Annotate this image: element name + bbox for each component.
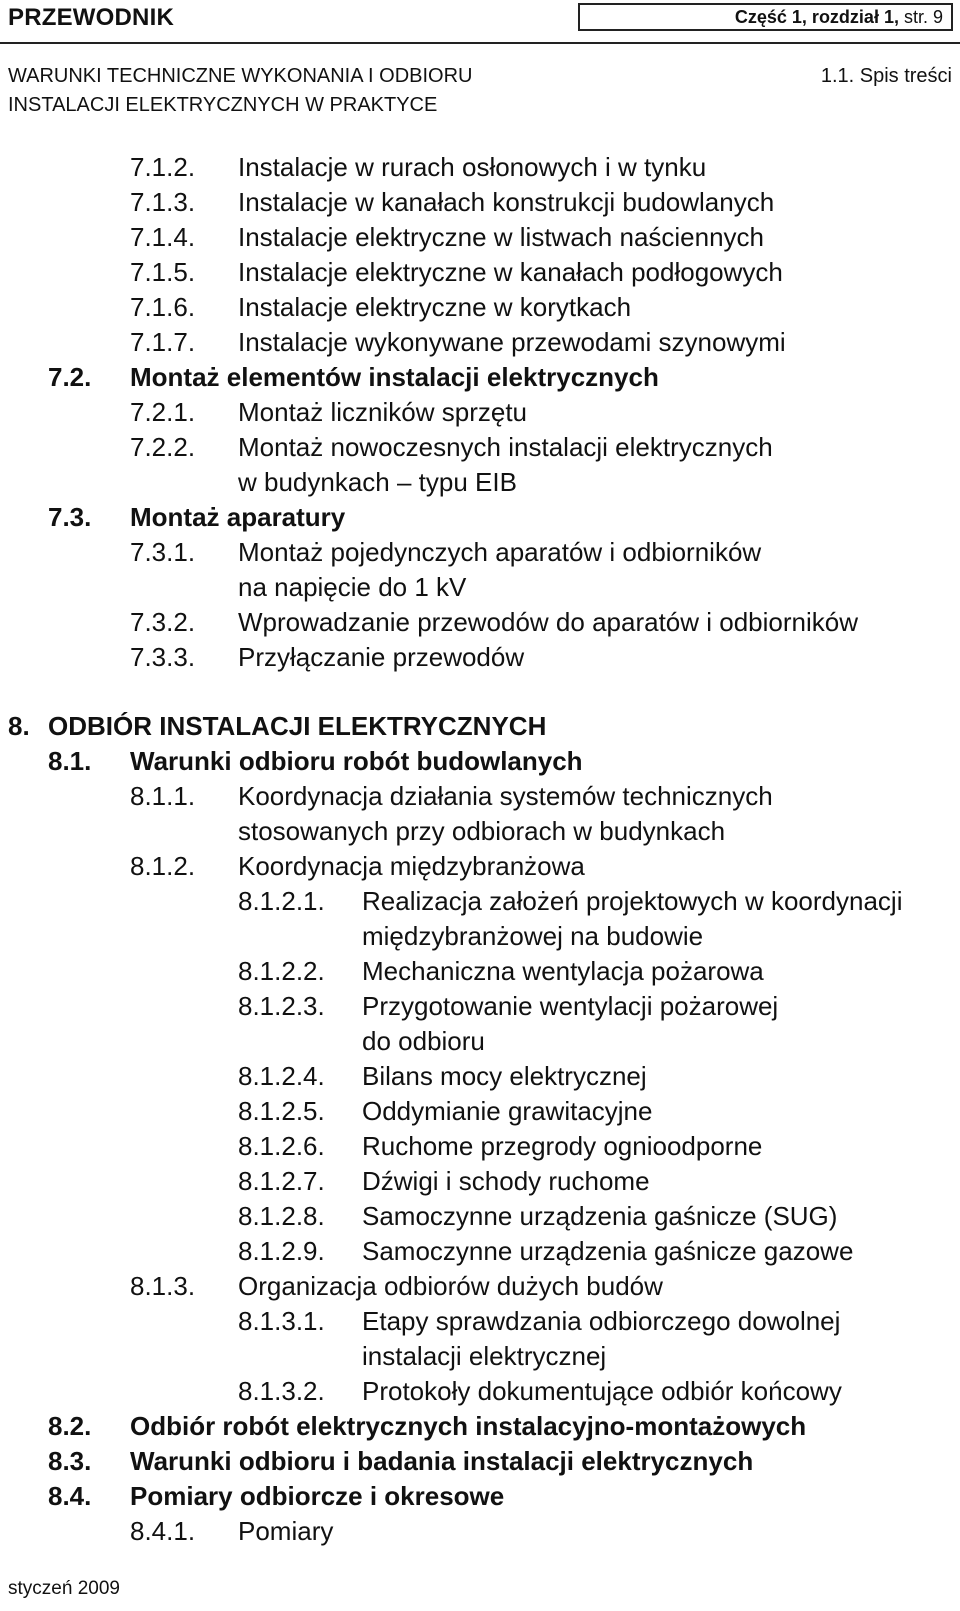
toc-entry-number: 8.	[8, 711, 30, 741]
toc-entry	[0, 1129, 960, 1164]
toc-entry-number: 7.1.4.	[130, 222, 196, 252]
table-of-contents	[0, 150, 960, 1549]
toc-entry-title: Przygotowanie wentylacji pożarowej	[362, 991, 779, 1021]
toc-entry	[0, 1269, 960, 1304]
toc-entry-number: 7.1.6.	[130, 292, 196, 322]
toc-entry	[0, 1164, 960, 1199]
toc-entry-number: 8.3.	[48, 1446, 92, 1476]
toc-entry	[0, 989, 960, 1024]
toc-entry-title: Organizacja odbiorów dużych budów	[238, 1271, 663, 1301]
toc-entry	[0, 500, 960, 535]
toc-entry	[0, 1444, 960, 1479]
toc-entry-title: Warunki odbioru i badania instalacji elektrycznych	[130, 1446, 754, 1476]
toc-entry-number: 8.1.	[48, 746, 92, 776]
toc-entry-continuation	[0, 1024, 960, 1059]
toc-entry-number: 8.1.2.4.	[238, 1061, 325, 1091]
toc-entry-title: Wprowadzanie przewodów do aparatów i odbiorników	[238, 607, 859, 637]
toc-entry-number: 7.3.	[48, 502, 92, 532]
toc-entry-number: 8.1.2.9.	[238, 1236, 325, 1266]
toc-entry-number: 7.2.	[48, 362, 92, 392]
toc-entry-title: w budynkach – typu EIB	[238, 467, 517, 497]
toc-entry-title: Koordynacja działania systemów technicznych	[238, 781, 773, 811]
toc-entry	[0, 1199, 960, 1234]
toc-entry-number: 7.2.1.	[130, 397, 196, 427]
toc-entry	[0, 220, 960, 255]
toc-entry	[0, 1374, 960, 1409]
toc-entry	[0, 1479, 960, 1514]
toc-entry-number: 8.1.2.5.	[238, 1096, 325, 1126]
toc-entry	[0, 395, 960, 430]
toc-entry	[0, 640, 960, 675]
subtitle-line-1: WARUNKI TECHNICZNE WYKONANIA I ODBIORU	[8, 65, 473, 87]
footer-date: styczeń 2009	[8, 1578, 120, 1599]
toc-entry-title: Montaż liczników sprzętu	[238, 397, 527, 427]
toc-entry-number: 7.2.2.	[130, 432, 196, 462]
toc-entry-continuation	[0, 919, 960, 954]
page-number-label: str. 9	[903, 7, 943, 27]
toc-spacer	[0, 675, 960, 709]
toc-entry-title: Samoczynne urządzenia gaśnicze (SUG)	[362, 1201, 838, 1231]
publication-title: PRZEWODNIK	[8, 4, 174, 31]
toc-entry-number: 7.3.1.	[130, 537, 196, 567]
toc-entry-number: 8.4.1.	[130, 1516, 196, 1546]
toc-entry-title: ODBIÓR INSTALACJI ELEKTRYCZNYCH	[48, 711, 547, 741]
toc-entry-title: instalacji elektrycznej	[362, 1341, 607, 1371]
toc-entry-title: Instalacje elektryczne w korytkach	[238, 292, 632, 322]
toc-entry-number: 7.1.3.	[130, 187, 196, 217]
toc-entry	[0, 1304, 960, 1339]
toc-entry-title: Bilans mocy elektrycznej	[362, 1061, 647, 1091]
toc-entry-title: Montaż pojedynczych aparatów i odbiorników	[238, 537, 762, 567]
toc-entry-title: Instalacje w rurach osłonowych i w tynku	[238, 152, 707, 182]
toc-entry-title: do odbioru	[362, 1026, 485, 1056]
toc-entry-title: Koordynacja międzybranżowa	[238, 851, 585, 881]
toc-entry-title: Warunki odbioru robót budowlanych	[130, 746, 583, 776]
toc-entry	[0, 150, 960, 185]
toc-entry-number: 8.1.1.	[130, 781, 196, 811]
toc-entry-number: 8.1.3.1.	[238, 1306, 325, 1336]
toc-entry-title: Montaż elementów instalacji elektrycznych	[130, 362, 659, 392]
toc-entry	[0, 1059, 960, 1094]
toc-entry-number: 8.1.3.2.	[238, 1376, 325, 1406]
toc-entry-title: na napięcie do 1 kV	[238, 572, 467, 602]
toc-entry-number: 8.1.2.	[130, 851, 196, 881]
toc-entry-title: Instalacje elektryczne w listwach naściennych	[238, 222, 765, 252]
toc-entry	[0, 1514, 960, 1549]
toc-entry-title: Przyłączanie przewodów	[238, 642, 525, 672]
toc-entry	[0, 360, 960, 395]
toc-entry-number: 7.3.3.	[130, 642, 196, 672]
toc-entry-title: Dźwigi i schody ruchome	[362, 1166, 650, 1196]
toc-entry-number: 7.1.2.	[130, 152, 196, 182]
toc-entry-number: 8.4.	[48, 1481, 92, 1511]
toc-entry-title: Etapy sprawdzania odbiorczego dowolnej	[362, 1306, 841, 1336]
toc-entry-title: międzybranżowej na budowie	[362, 921, 704, 951]
toc-entry-title: Protokoły dokumentujące odbiór końcowy	[362, 1376, 842, 1406]
toc-entry-title: Instalacje w kanałach konstrukcji budowlanych	[238, 187, 775, 217]
toc-entry	[0, 1094, 960, 1129]
toc-entry	[0, 849, 960, 884]
toc-entry-title: Montaż nowoczesnych instalacji elektrycznych	[238, 432, 773, 462]
toc-entry	[0, 954, 960, 989]
toc-entry-number: 8.2.	[48, 1411, 92, 1441]
toc-entry	[0, 1234, 960, 1269]
toc-entry	[0, 744, 960, 779]
toc-entry	[0, 255, 960, 290]
toc-entry-title: Montaż aparatury	[130, 502, 346, 532]
toc-entry-number: 8.1.2.7.	[238, 1166, 325, 1196]
toc-entry-number: 8.1.2.2.	[238, 956, 325, 986]
toc-entry-continuation	[0, 814, 960, 849]
toc-entry-title: Pomiary odbiorcze i okresowe	[130, 1481, 505, 1511]
part-chapter-page-box	[578, 3, 953, 31]
toc-entry	[0, 535, 960, 570]
toc-entry-title: Pomiary	[238, 1516, 334, 1546]
toc-entry	[0, 325, 960, 360]
toc-entry-title: Odbiór robót elektrycznych instalacyjno-montażowych	[130, 1411, 807, 1441]
subtitle-line-2: INSTALACJI ELEKTRYCZNYCH W PRAKTYCE	[8, 94, 438, 116]
toc-entry	[0, 290, 960, 325]
toc-entry-title: Oddymianie grawitacyjne	[362, 1096, 653, 1126]
toc-entry-title: Samoczynne urządzenia gaśnicze gazowe	[362, 1236, 854, 1266]
toc-entry	[0, 1409, 960, 1444]
toc-entry-title: Instalacje elektryczne w kanałach podłogowych	[238, 257, 783, 287]
header-rule	[0, 42, 960, 44]
toc-entry-number: 8.1.2.8.	[238, 1201, 325, 1231]
toc-entry	[0, 709, 960, 744]
toc-entry	[0, 430, 960, 465]
toc-entry-continuation	[0, 1339, 960, 1374]
toc-entry	[0, 779, 960, 814]
toc-entry-title: Realizacja założeń projektowych w koordynacji	[362, 886, 903, 916]
toc-entry-number: 7.1.7.	[130, 327, 196, 357]
toc-entry-title: stosowanych przy odbiorach w budynkach	[238, 816, 726, 846]
toc-entry-continuation	[0, 465, 960, 500]
toc-entry	[0, 884, 960, 919]
publication-subtitle	[8, 62, 472, 120]
toc-entry-number: 7.3.2.	[130, 607, 196, 637]
toc-entry-number: 8.1.2.1.	[238, 886, 325, 916]
part-chapter-label: Część 1, rozdział 1,	[734, 7, 899, 27]
toc-entry	[0, 185, 960, 220]
toc-entry-number: 8.1.3.	[130, 1271, 196, 1301]
toc-entry-number: 8.1.2.6.	[238, 1131, 325, 1161]
toc-entry-number: 8.1.2.3.	[238, 991, 325, 1021]
toc-entry-continuation	[0, 570, 960, 605]
toc-entry-number: 7.1.5.	[130, 257, 196, 287]
toc-entry	[0, 605, 960, 640]
toc-entry-title: Ruchome przegrody ognioodporne	[362, 1131, 763, 1161]
toc-entry-title: Instalacje wykonywane przewodami szynowymi	[238, 327, 786, 357]
toc-entry-title: Mechaniczna wentylacja pożarowa	[362, 956, 764, 986]
section-label: 1.1. Spis treści	[820, 65, 952, 87]
